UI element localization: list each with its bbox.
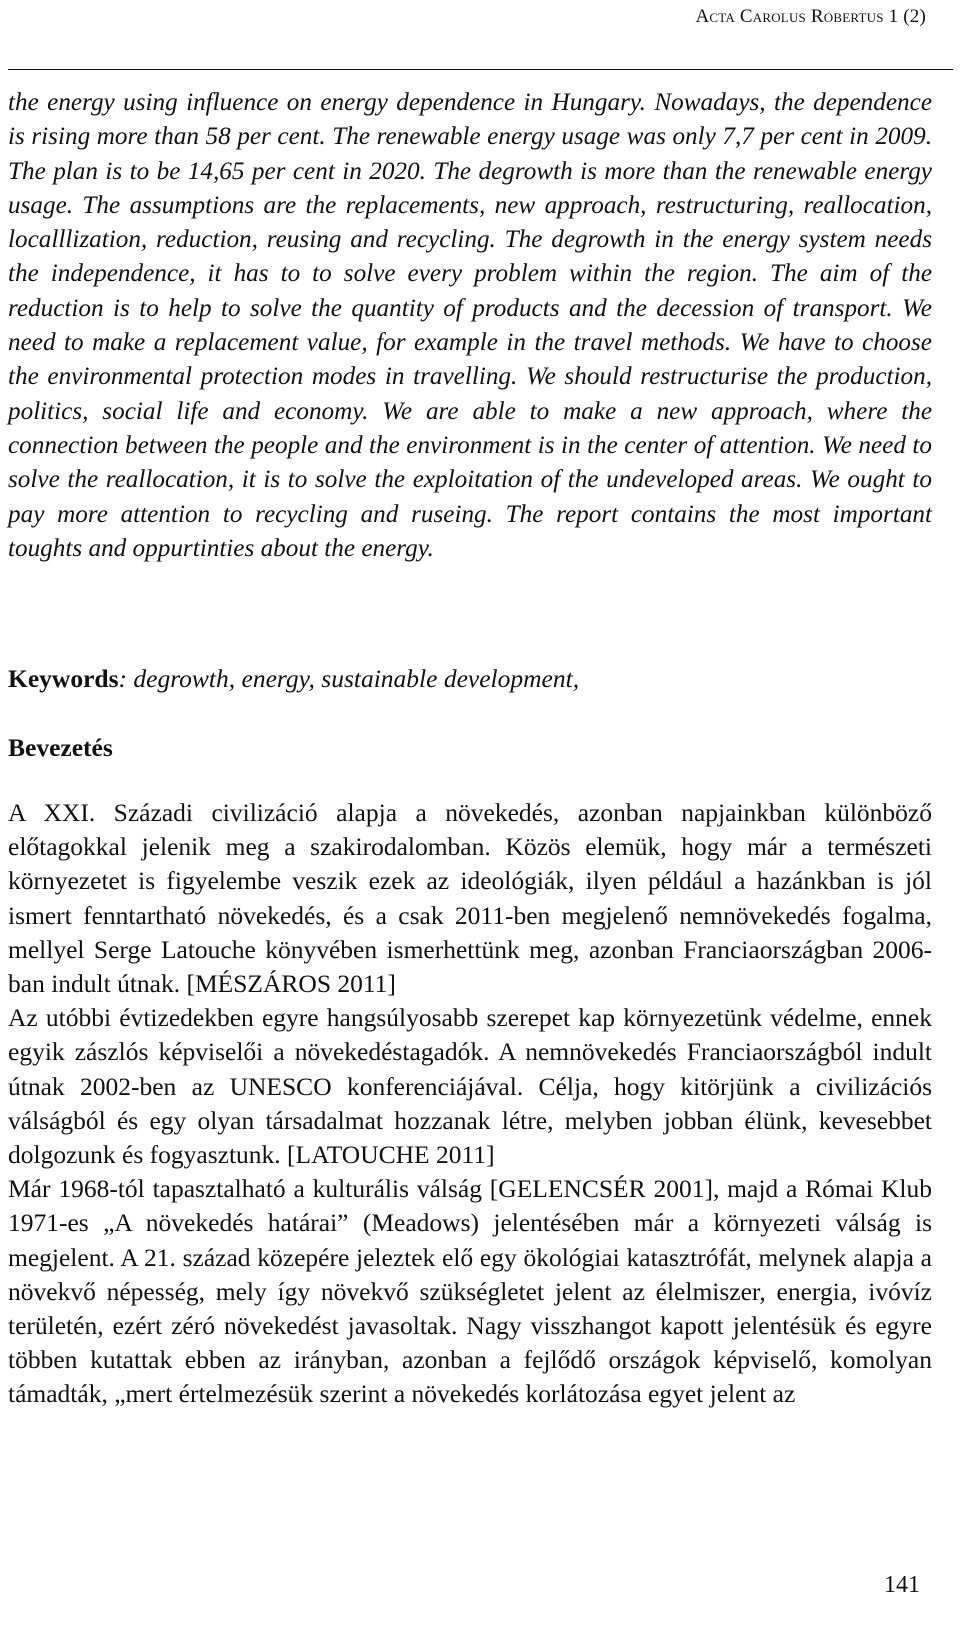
keywords-label: Keywords: [8, 664, 119, 693]
body-paragraph-2: Az utóbbi évtizedekben egyre hangsúlyosabb szerepet kap környezetünk védelme, ennek egyik zászlós képviselői a növekedéstagadók. A nemnövekedés Franciaországból indult útnak 2002-ben az UNESCO konferenciájával. Célja, hogy kitörjünk a civilizációs válságból és egy olyan társadalmat hozzanak létre, melyben jobban élünk, kevesebbet dolgozunk és fogyasztunk. [LATOUCHE 2011]: [8, 1003, 932, 1170]
body-paragraph-1: A XXI. Századi civilizáció alapja a növekedés, azonban napjainkban különböző előtagokkal jelenik meg a szakirodalomban. Közös elemük, hogy már a természeti környezetet is figyelembe veszik ezek az ideológiák, ilyen például a hazánkban is jól ismert fenntartható növekedés, és a csak 2011-ben megjelenő nemnövekedés fogalma, mellyel Serge Latouche könyvében ismerhettünk meg, azonban Franciaországban 2006-ban indult útnak. [MÉSZÁROS 2011]: [8, 798, 932, 999]
keywords-line: [8, 662, 932, 696]
keywords-colon: :: [118, 664, 127, 693]
running-header: Acta Carolus Robertus 1 (2): [695, 6, 926, 27]
header-rule: [8, 69, 953, 70]
body-text: [8, 796, 932, 1412]
keywords-text: degrowth, energy, sustainable development,: [127, 664, 580, 693]
section-title: Bevezetés: [8, 733, 113, 762]
body-paragraph-3: Már 1968-tól tapasztalható a kulturális válság [GELENCSÉR 2001], majd a Római Klub 1971-es „A növekedés határai” (Meadows) jelentésében már a környezeti válság is megjelent. A 21. század közepére jeleztek elő egy ökológiai katasztrófát, melynek alapja a növekvő népesség, mely így növekvő szükségletet jelent az élelmiszer, energia, ivóvíz területén, ezért zéró növekedést javasoltak. Nagy visszhangot kapott jelentésük és egyre többen kutattak ebben az irányban, azonban a fejlődő országok képviselő, komolyan támadták, „mert értelmezésük szerint a növekedés korlátozása egyet jelent az: [8, 1174, 932, 1409]
page-number: 141: [884, 1572, 920, 1598]
abstract-paragraph: the energy using influence on energy dependence in Hungary. Nowadays, the dependence is rising more than 58 per cent. The renewable energy usage was only 7,7 per cent in 2009. The plan is to be 14,65 per cent in 2020. The degrowth is more than the renewable energy usage. The assumptions are the replacements, new approach, restructuring, reallocation, localllization, reduction, reusing and recycling. The degrowth in the energy system needs the independence, it has to to solve every problem within the region. The aim of the reduction is to help to solve the quantity of products and the decession of transport. We need to make a replacement value, for example in the travel methods. We have to choose the environmental protection modes in travelling. We should restructurise the production, politics, social life and economy. We are able to make a new approach, where the connection between the people and the environment is in the center of attention. We need to solve the reallocation, it is to solve the exploitation of the undeveloped areas. We ought to pay more attention to recycling and ruseing. The report contains the most important toughts and oppurtinties about the energy.: [8, 89, 932, 562]
